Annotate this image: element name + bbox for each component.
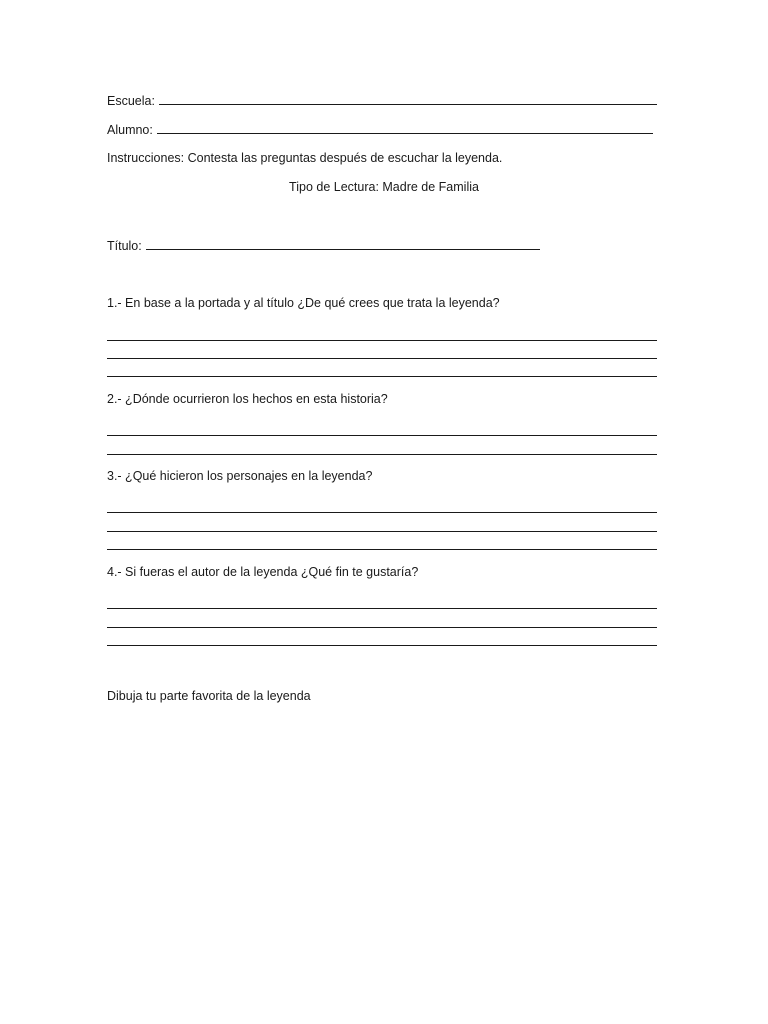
question-2: 2.- ¿Dónde ocurrieron los hechos en esta historia? [107, 392, 388, 406]
title-blank [146, 238, 540, 250]
answer-line [107, 549, 657, 550]
student-label: Alumno: [107, 123, 153, 137]
answer-line [107, 376, 657, 377]
answer-line [107, 435, 657, 436]
school-label: Escuela: [107, 94, 155, 108]
student-blank [157, 122, 653, 134]
answer-line [107, 358, 657, 359]
instructions: Instrucciones: Contesta las preguntas después de escuchar la leyenda. [107, 151, 503, 165]
title-label: Título: [107, 239, 142, 253]
question-1: 1.- En base a la portada y al título ¿De qué crees que trata la leyenda? [107, 296, 500, 310]
question-3: 3.- ¿Qué hicieron los personajes en la leyenda? [107, 469, 373, 483]
answer-line [107, 627, 657, 628]
answer-line [107, 454, 657, 455]
school-field [107, 93, 657, 108]
answer-line [107, 340, 657, 341]
answer-line [107, 608, 657, 609]
answer-line [107, 512, 657, 513]
drawing-prompt: Dibuja tu parte favorita de la leyenda [107, 689, 311, 703]
question-4: 4.- Si fueras el autor de la leyenda ¿Qué fin te gustaría? [107, 565, 419, 579]
title-field [107, 238, 540, 253]
student-field [107, 122, 653, 137]
answer-line [107, 531, 657, 532]
answer-line [107, 645, 657, 646]
reading-type: Tipo de Lectura: Madre de Familia [289, 180, 479, 194]
school-blank [159, 93, 657, 105]
